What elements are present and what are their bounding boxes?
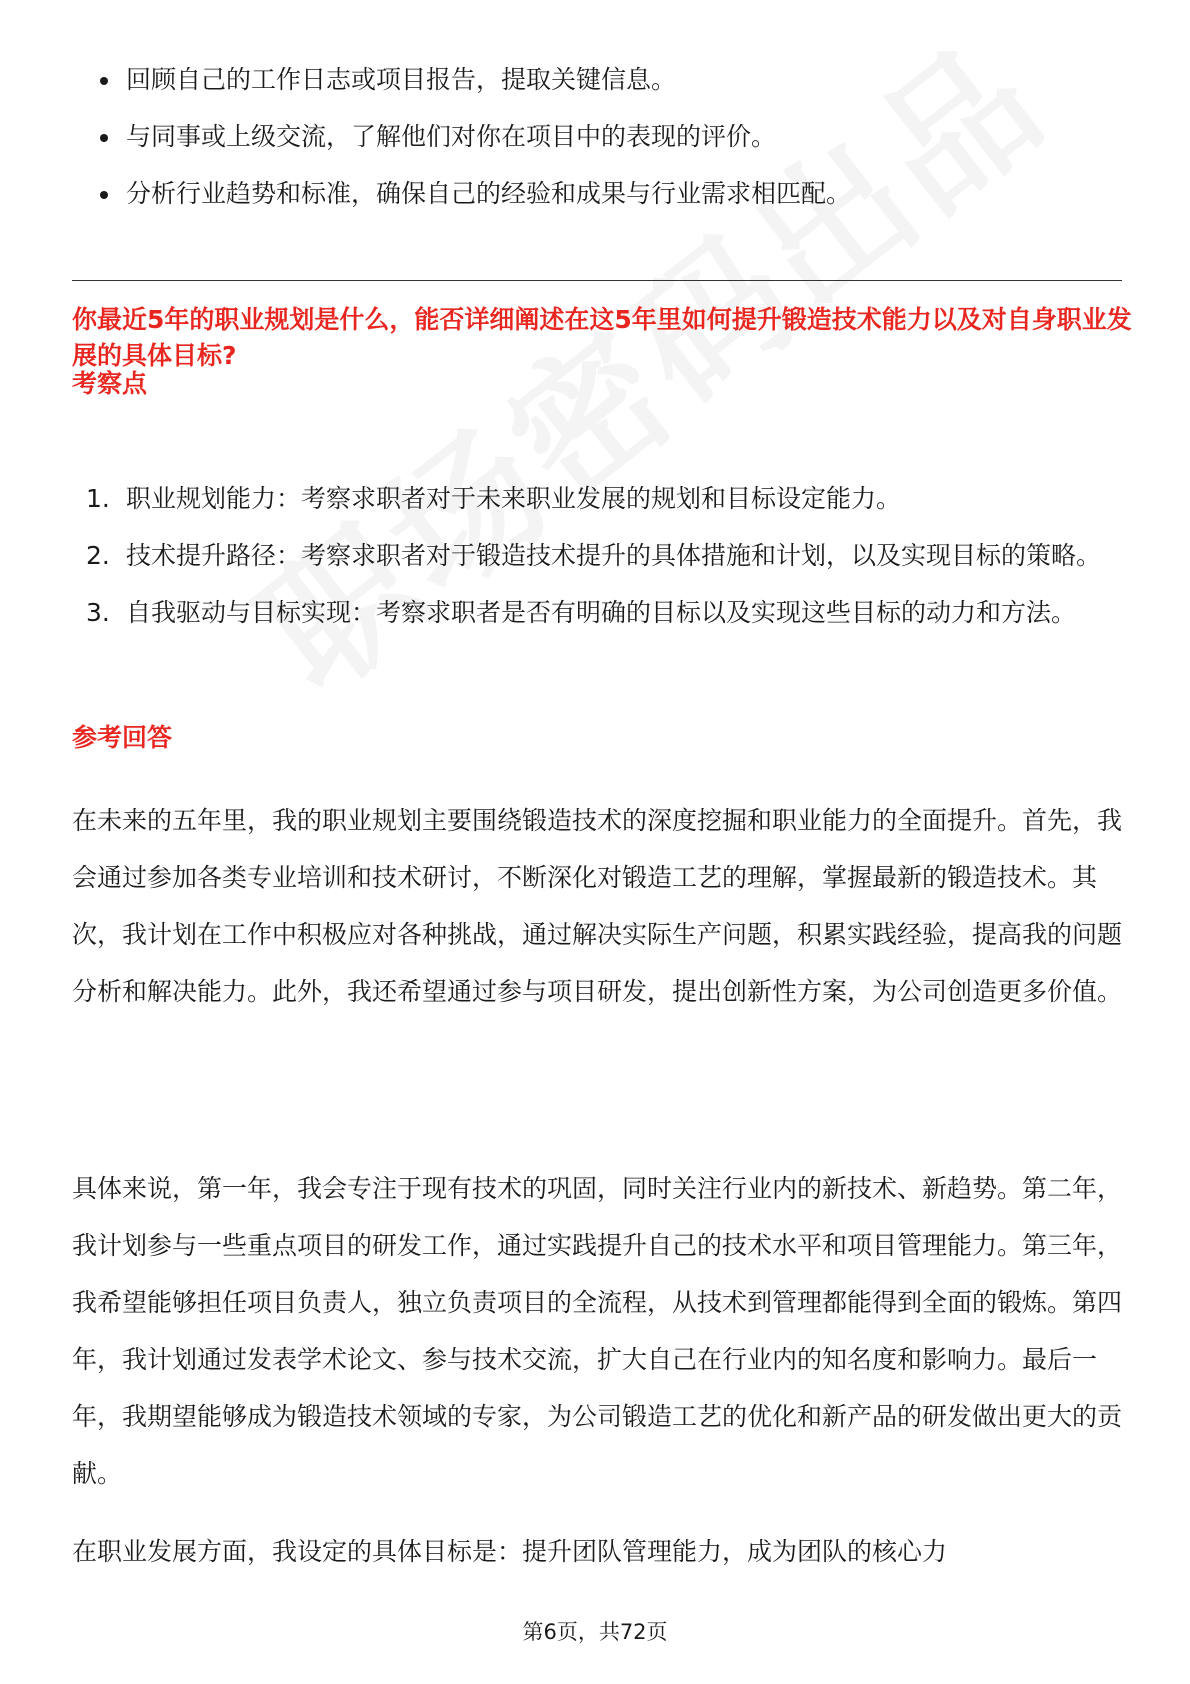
answer-title: 参考回答 bbox=[72, 723, 173, 752]
bullet-item bbox=[72, 62, 1122, 98]
answer-paragraph: 在未来的五年里，我的职业规划主要围绕锻造技术的深度挖掘和职业能力的全面提升。首先，我会通过参加各类专业培训和技术研讨，不断深化对锻造工艺的理解，掌握最新的锻造技术。其次，我计划在工作中积极应对各种挑战，通过解决实际生产问题，积累实践经验，提高我的问题分析和解决能力。此外，我还希望通过参与项目研发，提出创新性方案，为公司创造更多价值。 bbox=[72, 806, 1123, 1006]
exam-point-number: 1. bbox=[86, 484, 110, 513]
question-heading: 你最近5年的职业规划是什么，能否详细阐述在这5年里如何提升锻造技术能力以及对自身职业发展的具体目标? bbox=[72, 305, 1132, 370]
exam-point-item bbox=[72, 527, 1122, 584]
exam-point-item bbox=[72, 470, 1122, 527]
exam-points-title: 考察点 bbox=[72, 369, 148, 398]
bullet-dot-icon bbox=[100, 134, 108, 142]
exam-point-item bbox=[72, 584, 1122, 641]
exam-point-number: 3. bbox=[86, 598, 110, 627]
page-footer: 第6页，共72页 bbox=[522, 1620, 668, 1644]
exam-point-text: 技术提升路径：考察求职者对于锻造技术提升的具体措施和计划，以及实现目标的策略。 bbox=[126, 541, 1102, 570]
bullet-text: 与同事或上级交流，了解他们对你在项目中的表现的评价。 bbox=[126, 122, 777, 151]
bullet-dot-icon bbox=[100, 191, 108, 199]
bullet-text: 分析行业趋势和标准，确保自己的经验和成果与行业需求相匹配。 bbox=[126, 179, 852, 208]
exam-points-list bbox=[72, 470, 1122, 641]
exam-point-text: 自我驱动与目标实现：考察求职者是否有明确的目标以及实现这些目标的动力和方法。 bbox=[126, 598, 1077, 627]
section-divider bbox=[72, 280, 1122, 281]
bullet-item bbox=[72, 119, 1122, 155]
bullet-dot-icon bbox=[100, 77, 108, 85]
bullet-list bbox=[72, 62, 1122, 233]
exam-point-number: 2. bbox=[86, 541, 110, 570]
answer-paragraph: 具体来说，第一年，我会专注于现有技术的巩固，同时关注行业内的新技术、新趋势。第二年，我计划参与一些重点项目的研发工作，通过实践提升自己的技术水平和项目管理能力。第三年，我希望能够担任项目负责人，独立负责项目的全流程，从技术到管理都能得到全面的锻炼。第四年，我计划通过发表学术论文、参与技术交流，扩大自己在行业内的知名度和影响力。最后一年，我期望能够成为锻造技术领域的专家，为公司锻造工艺的优化和新产品的研发做出更大的贡献。 bbox=[72, 1174, 1123, 1488]
bullet-item bbox=[72, 176, 1122, 212]
exam-point-text: 职业规划能力：考察求职者对于未来职业发展的规划和目标设定能力。 bbox=[126, 484, 902, 513]
bullet-text: 回顾自己的工作日志或项目报告，提取关键信息。 bbox=[126, 65, 677, 94]
answer-paragraph: 在职业发展方面，我设定的具体目标是：提升团队管理能力，成为团队的核心力 bbox=[72, 1537, 948, 1566]
